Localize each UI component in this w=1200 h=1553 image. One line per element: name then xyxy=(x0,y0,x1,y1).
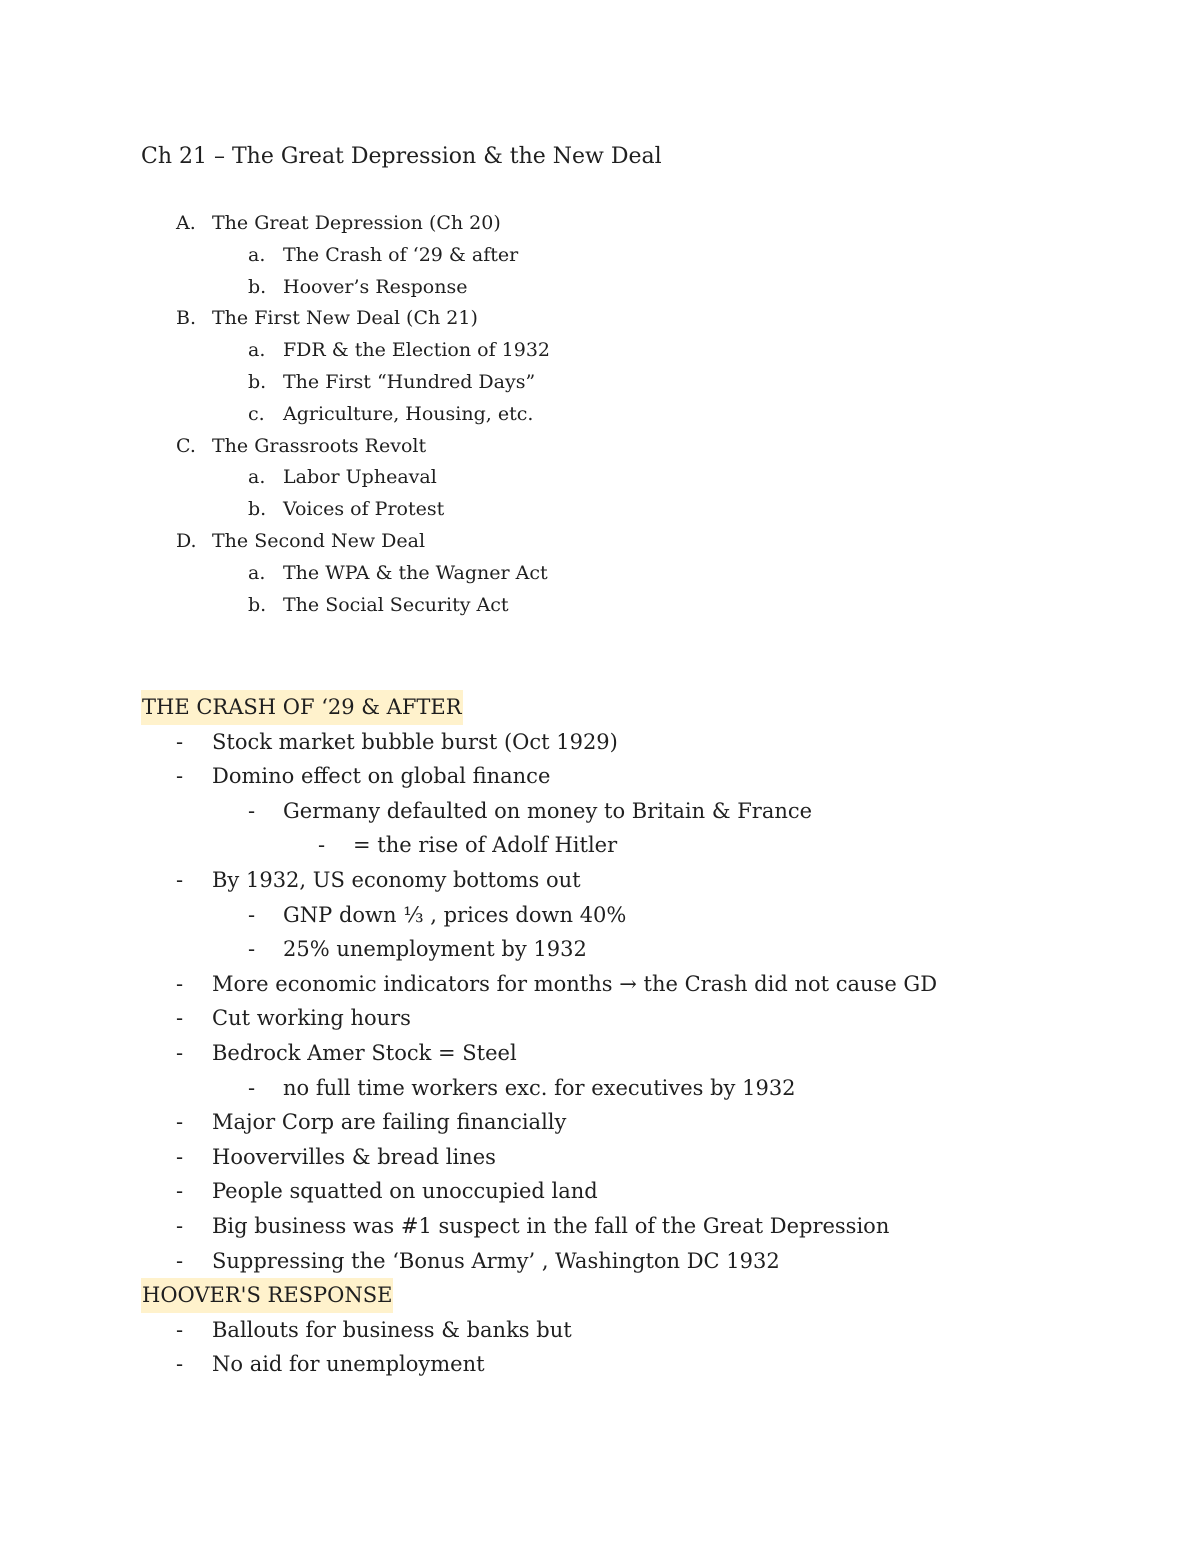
bullet-dash: - xyxy=(176,1040,184,1065)
bullet-dash: - xyxy=(176,867,184,892)
outline-item xyxy=(0,462,1200,494)
outline-marker: a. xyxy=(248,339,266,362)
note-bullet xyxy=(0,1174,1200,1209)
outline-marker: b. xyxy=(248,498,267,521)
note-text: Domino effect on global finance xyxy=(212,764,551,789)
outline-text: FDR & the Election of 1932 xyxy=(283,339,550,362)
outline-item xyxy=(0,240,1200,272)
note-text: People squatted on unoccupied land xyxy=(212,1179,598,1204)
bullet-dash: - xyxy=(176,1144,184,1169)
bullet-dash: - xyxy=(248,1075,256,1100)
bullet-dash: - xyxy=(176,729,184,754)
outline-marker: C. xyxy=(176,434,196,457)
note-text: = the rise of Adolf Hitler xyxy=(353,833,618,858)
bullet-dash: - xyxy=(248,798,256,823)
note-text: no full time workers exc. for executives by 1932 xyxy=(283,1075,796,1100)
notes-section xyxy=(0,690,1200,1382)
note-bullet xyxy=(0,1209,1200,1244)
page-title: Ch 21 – The Great Depression & the New Deal xyxy=(141,144,662,169)
outline-item xyxy=(0,431,1200,463)
bullet-dash: - xyxy=(176,1213,184,1238)
bullet-dash: - xyxy=(176,971,184,996)
outline-text: The WPA & the Wagner Act xyxy=(283,561,548,584)
bullet-dash: - xyxy=(176,1110,184,1135)
note-text: No aid for unemployment xyxy=(212,1352,485,1377)
note-text: Major Corp are failing financially xyxy=(212,1110,567,1135)
outline-item xyxy=(0,335,1200,367)
note-text: Cut working hours xyxy=(212,1006,411,1031)
note-text: 25% unemployment by 1932 xyxy=(283,937,587,962)
outline-text: Labor Upheaval xyxy=(283,466,437,489)
note-text: Ballouts for business & banks but xyxy=(212,1317,572,1342)
bullet-dash: - xyxy=(176,1352,184,1377)
note-bullet xyxy=(0,1347,1200,1382)
note-bullet xyxy=(0,725,1200,760)
outline-text: Agriculture, Housing, etc. xyxy=(283,402,534,425)
section-heading xyxy=(0,690,1200,725)
outline-text: The Second New Deal xyxy=(212,529,426,552)
section-heading-text: THE CRASH OF ‘29 & AFTER xyxy=(141,690,463,725)
outline-text: The First “Hundred Days” xyxy=(283,370,536,393)
chapter-outline xyxy=(0,208,1200,621)
outline-item xyxy=(0,208,1200,240)
note-bullet xyxy=(0,1105,1200,1140)
outline-marker: c. xyxy=(248,402,265,425)
bullet-dash: - xyxy=(176,1006,184,1031)
outline-item xyxy=(0,399,1200,431)
outline-text: The Social Security Act xyxy=(283,593,509,616)
note-text: By 1932, US economy bottoms out xyxy=(212,867,581,892)
note-text: Germany defaulted on money to Britain & France xyxy=(283,798,813,823)
note-bullet xyxy=(0,1313,1200,1348)
outline-marker: A. xyxy=(176,212,196,234)
note-bullet xyxy=(0,863,1200,898)
note-bullet xyxy=(0,828,1200,863)
outline-item xyxy=(0,367,1200,399)
note-bullet xyxy=(0,1140,1200,1175)
bullet-dash: - xyxy=(176,1179,184,1204)
note-text: GNP down ⅓ , prices down 40% xyxy=(283,902,627,927)
outline-marker: a. xyxy=(248,561,266,584)
outline-marker: a. xyxy=(248,466,266,489)
outline-text: The First New Deal (Ch 21) xyxy=(212,307,478,330)
outline-marker: b. xyxy=(248,370,267,393)
outline-marker: a. xyxy=(248,243,266,266)
note-text: Suppressing the ‘Bonus Army’ , Washington DC 1932 xyxy=(212,1248,780,1273)
outline-item xyxy=(0,590,1200,622)
outline-text: Hoover’s Response xyxy=(283,275,468,298)
outline-marker: b. xyxy=(248,593,267,616)
bullet-dash: - xyxy=(176,1317,184,1342)
outline-marker: D. xyxy=(176,529,197,552)
note-text: Hoovervilles & bread lines xyxy=(212,1144,496,1169)
note-text: Big business was #1 suspect in the fall of the Great Depression xyxy=(212,1213,890,1238)
bullet-dash: - xyxy=(248,937,256,962)
note-bullet xyxy=(0,794,1200,829)
section-heading xyxy=(0,1278,1200,1313)
outline-text: Voices of Protest xyxy=(283,498,445,521)
note-bullet xyxy=(0,967,1200,1002)
outline-text: The Crash of ‘29 & after xyxy=(283,243,519,266)
outline-item xyxy=(0,494,1200,526)
note-bullet xyxy=(0,1244,1200,1279)
note-bullet xyxy=(0,1071,1200,1106)
note-bullet xyxy=(0,1001,1200,1036)
outline-marker: B. xyxy=(176,307,197,330)
bullet-dash: - xyxy=(318,833,326,858)
section-heading-text: HOOVER'S RESPONSE xyxy=(141,1278,393,1313)
bullet-dash: - xyxy=(176,1248,184,1273)
bullet-dash: - xyxy=(248,902,256,927)
outline-marker: b. xyxy=(248,275,267,298)
note-bullet xyxy=(0,1036,1200,1071)
outline-item xyxy=(0,272,1200,304)
note-bullet xyxy=(0,759,1200,794)
note-text: More economic indicators for months → the Crash did not cause GD xyxy=(212,971,938,996)
outline-item xyxy=(0,303,1200,335)
note-text: Bedrock Amer Stock = Steel xyxy=(212,1040,517,1065)
bullet-dash: - xyxy=(176,764,184,789)
outline-text: The Grassroots Revolt xyxy=(212,434,427,457)
outline-item xyxy=(0,526,1200,558)
outline-text: The Great Depression (Ch 20) xyxy=(212,212,501,234)
note-text: Stock market bubble burst (Oct 1929) xyxy=(212,729,618,754)
note-bullet xyxy=(0,898,1200,933)
note-bullet xyxy=(0,932,1200,967)
outline-item xyxy=(0,558,1200,590)
